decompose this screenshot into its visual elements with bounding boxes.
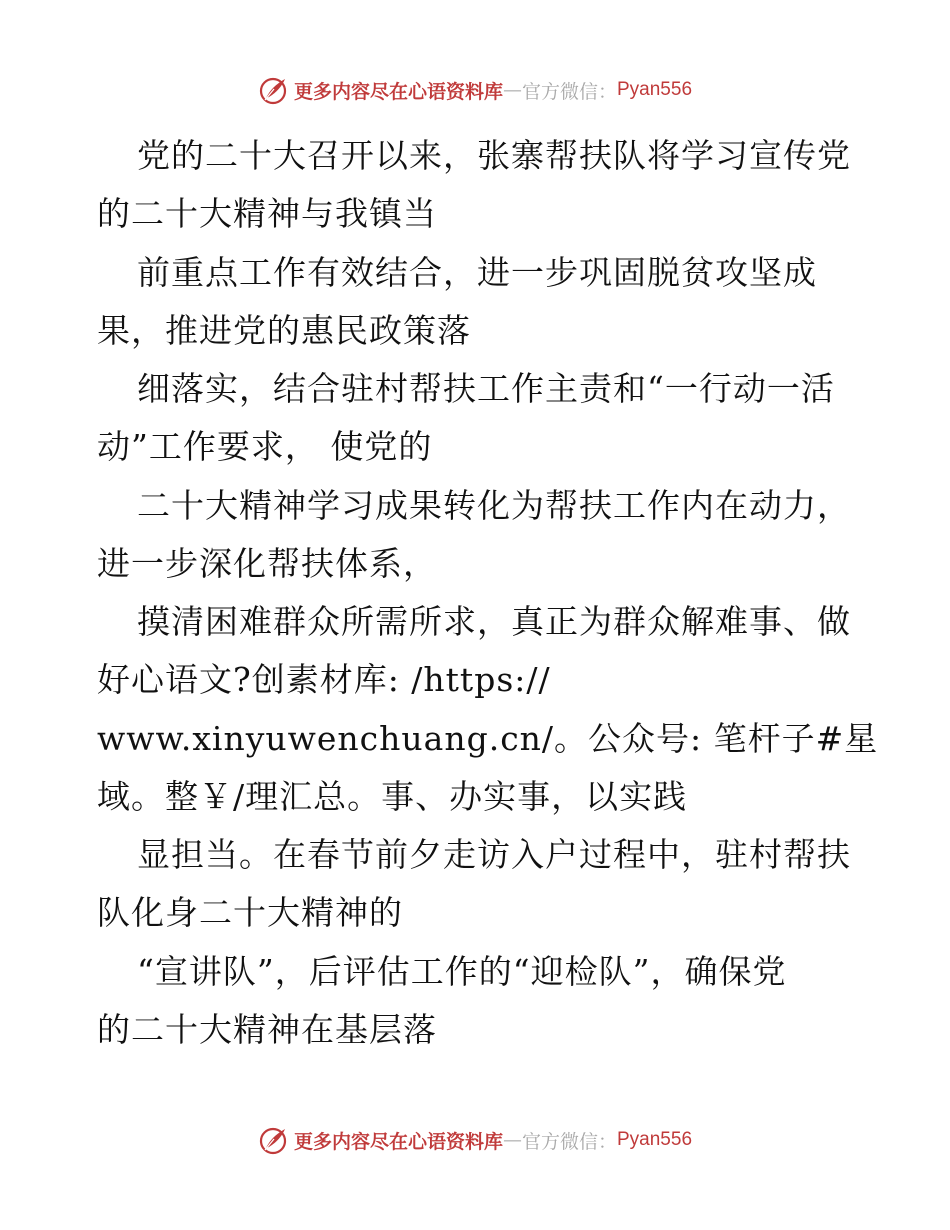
- body-line: 的二十大精神与我镇当: [97, 194, 437, 234]
- watermark-wechat-label: 官方微信：: [521, 80, 617, 103]
- body-line: 前重点工作有效结合，进一步巩固脱贫攻坚成: [137, 252, 817, 292]
- body-line: 的二十大精神在基层落: [97, 1009, 437, 1049]
- watermark-separator: —: [502, 1129, 522, 1151]
- watermark-text: [294, 1127, 692, 1154]
- red-feather-logo-icon: [258, 74, 290, 106]
- body-line: 进一步深化帮扶体系，: [97, 543, 437, 583]
- red-feather-logo-icon: [258, 1124, 290, 1156]
- body-line: 域。整￥/理汇总。事、办实事，以实践: [97, 776, 688, 816]
- watermark-main-text: 更多内容尽在心语资料库: [293, 80, 503, 103]
- watermark-wechat-label: 官方微信：: [521, 1130, 617, 1153]
- body-line: 好心语文?创素材库: /https://: [97, 660, 551, 700]
- body-line: 队化身二十大精神的: [97, 893, 403, 933]
- body-line: www.xinyuwenchuang.cn/。公众号: 笔杆子#星: [97, 718, 879, 758]
- body-line: 二十大精神学习成果转化为帮扶工作内在动力，: [137, 485, 851, 525]
- body-line: 显担当。在春节前夕走访入户过程中，驻村帮扶: [137, 835, 851, 874]
- body-line: 动”工作要求， 使党的: [97, 427, 433, 467]
- footer-watermark-banner: [0, 1120, 950, 1160]
- body-line: 摸清困难群众所需所求，真正为群众解难事、做: [137, 602, 851, 641]
- header-watermark-banner: [0, 70, 950, 110]
- body-line: 果，推进党的惠民政策落: [97, 310, 471, 350]
- body-line: 细落实，结合驻村帮扶工作主责和“一行动一活: [137, 369, 835, 408]
- watermark-separator: —: [502, 79, 522, 101]
- body-line: “宣讲队”，后评估工作的“迎检队”，确保党: [137, 951, 787, 991]
- document-body: [97, 127, 887, 1059]
- watermark-text: [294, 77, 692, 104]
- watermark-main-text: 更多内容尽在心语资料库: [293, 1130, 503, 1153]
- watermark-wechat-id: Pyan556: [617, 1129, 693, 1150]
- watermark-wechat-id: Pyan556: [617, 79, 693, 100]
- body-line: 党的二十大召开以来，张寨帮扶队将学习宣传党: [137, 136, 851, 175]
